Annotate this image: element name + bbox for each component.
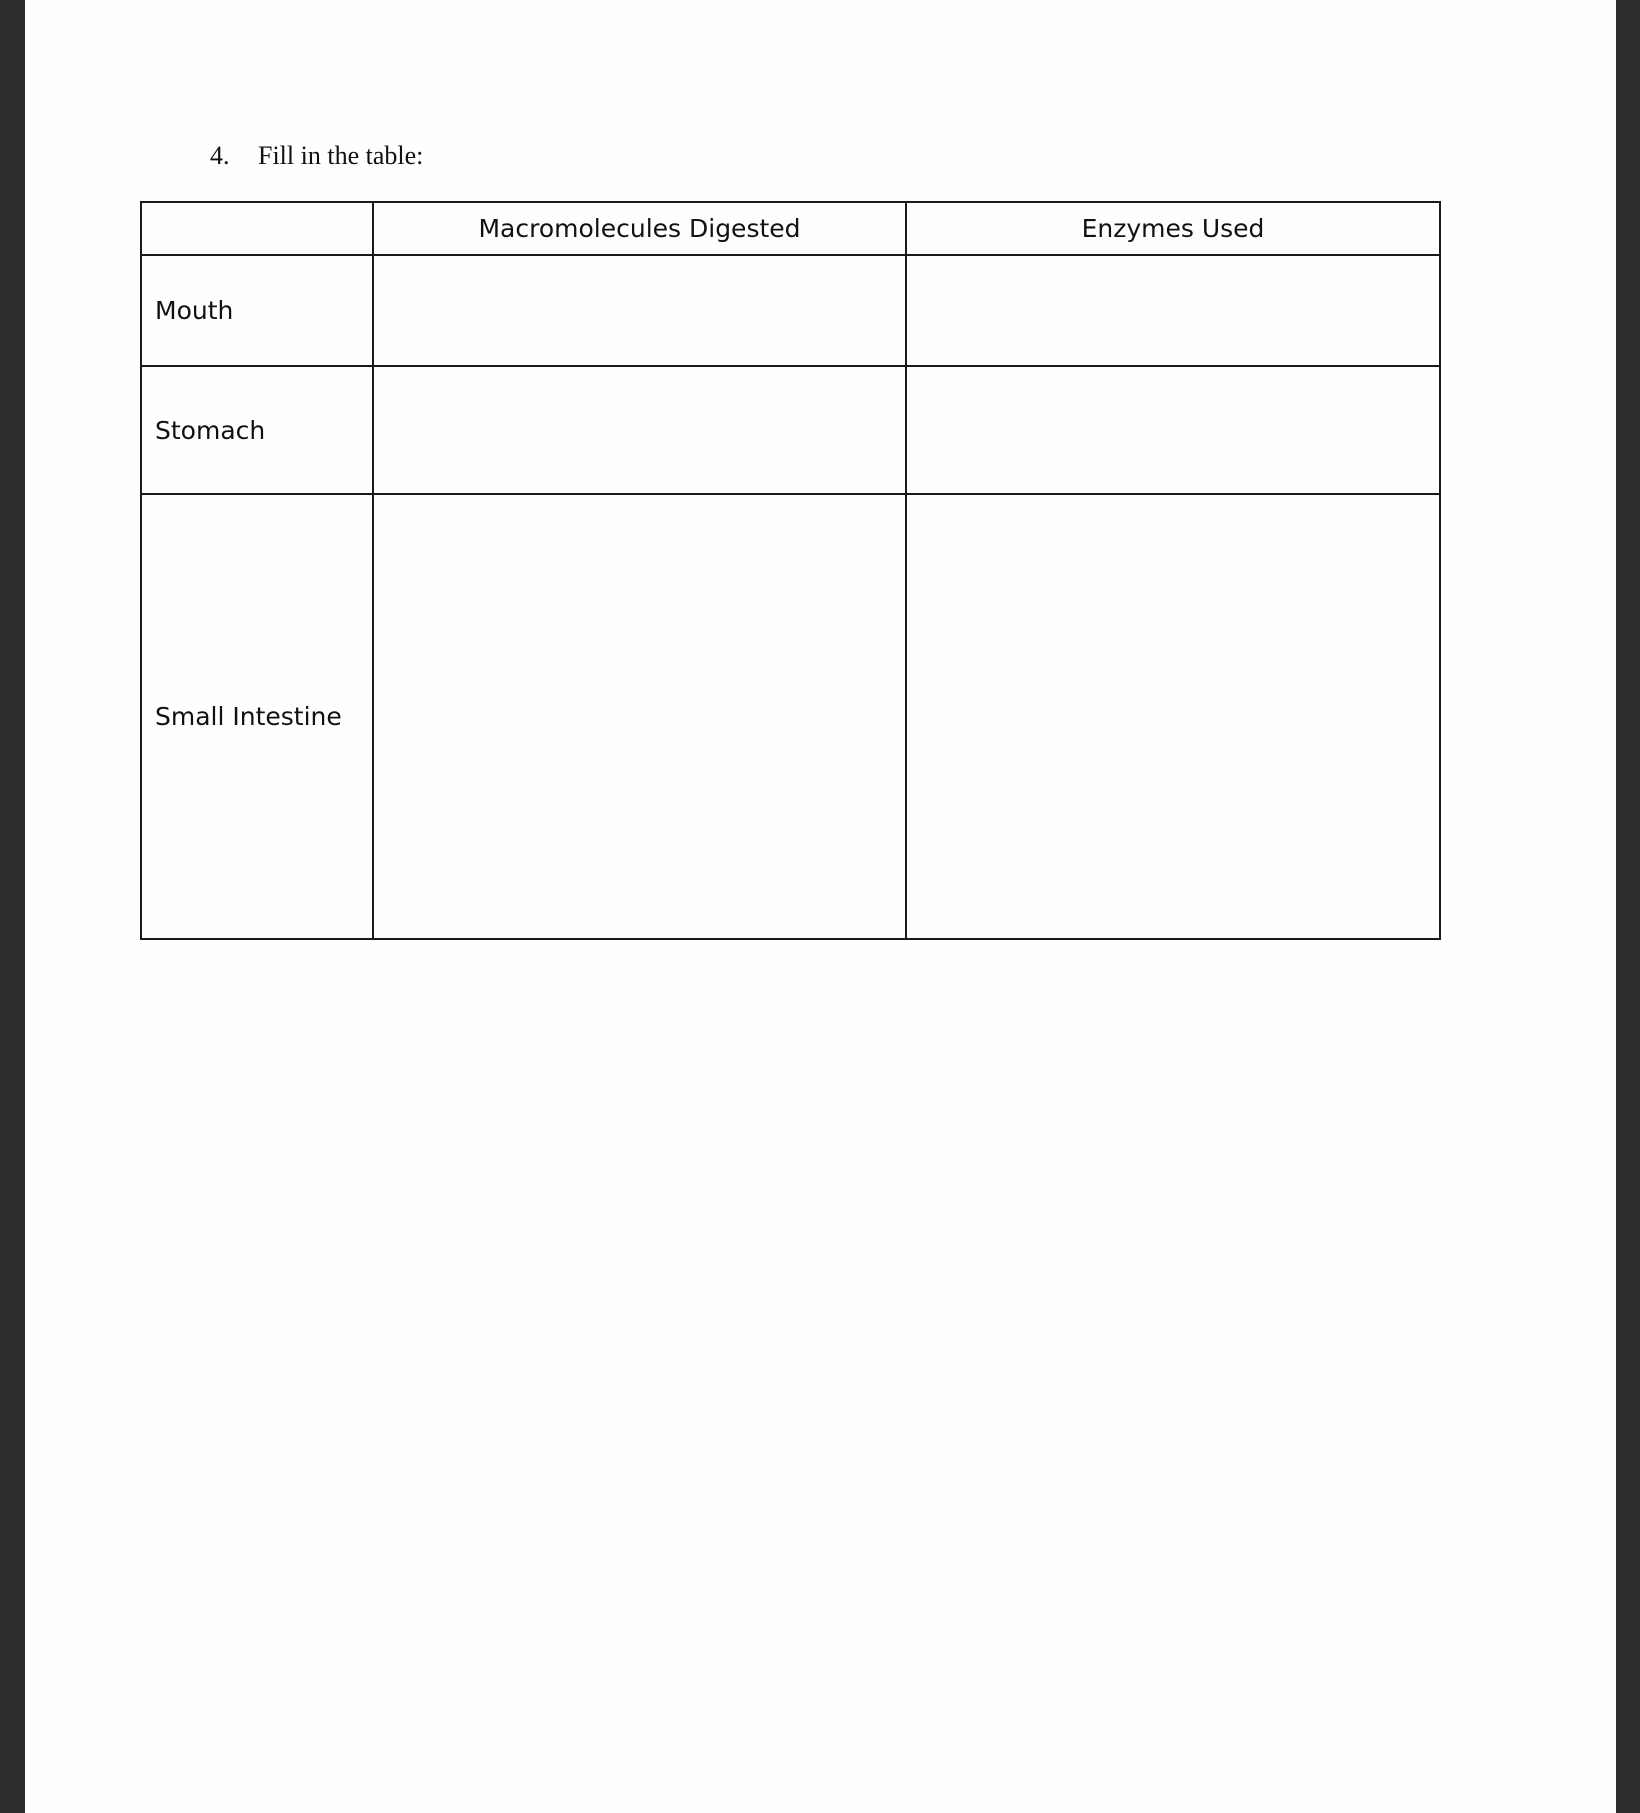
table-row bbox=[141, 366, 1440, 494]
header-macromolecules-digested: Macromolecules Digested bbox=[373, 202, 906, 255]
table-row bbox=[141, 255, 1440, 366]
question-number: 4. bbox=[210, 141, 230, 170]
row-label-mouth: Mouth bbox=[141, 255, 373, 366]
row-label-stomach: Stomach bbox=[141, 366, 373, 494]
question-text: Fill in the table: bbox=[258, 141, 424, 170]
row-label-small-intestine: Small Intestine bbox=[141, 494, 373, 939]
table-header-row bbox=[141, 202, 1440, 255]
answer-cell-small-intestine-macromolecules[interactable] bbox=[373, 494, 906, 939]
answer-cell-small-intestine-enzymes[interactable] bbox=[906, 494, 1440, 939]
answer-cell-mouth-enzymes[interactable] bbox=[906, 255, 1440, 366]
question-prompt bbox=[210, 140, 423, 172]
header-enzymes-used: Enzymes Used bbox=[906, 202, 1440, 255]
answer-cell-mouth-macromolecules[interactable] bbox=[373, 255, 906, 366]
digestion-table bbox=[140, 201, 1441, 940]
header-corner-cell bbox=[141, 202, 373, 255]
answer-cell-stomach-enzymes[interactable] bbox=[906, 366, 1440, 494]
table-row bbox=[141, 494, 1440, 939]
answer-cell-stomach-macromolecules[interactable] bbox=[373, 366, 906, 494]
